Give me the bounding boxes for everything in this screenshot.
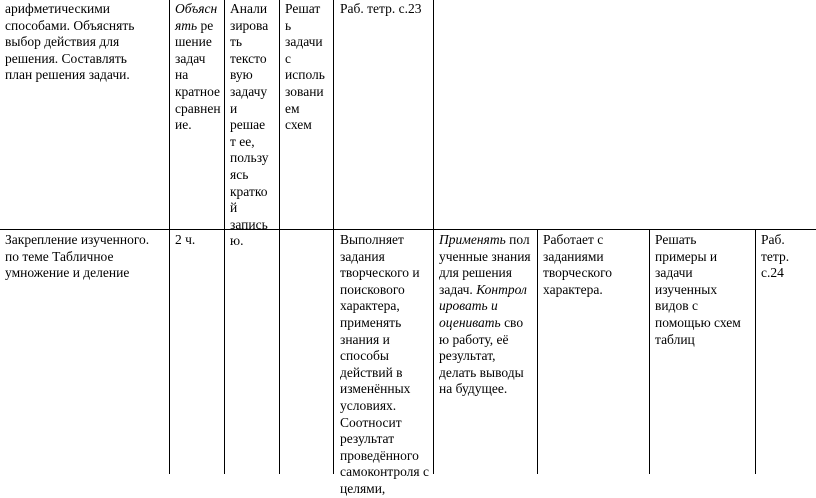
text-line: характера. bbox=[543, 281, 603, 297]
text-segment: задач bbox=[175, 50, 206, 66]
text-line: решения. Составлять bbox=[5, 50, 127, 66]
text-line: характера, bbox=[340, 298, 400, 314]
text-line: способами. Объяснять bbox=[5, 17, 135, 33]
text-line: Закрепление изученного. bbox=[5, 232, 150, 247]
text-line: таблиц bbox=[655, 331, 695, 347]
text-segment: на bbox=[175, 67, 189, 83]
row1-explain-cell bbox=[175, 1, 221, 134]
text-line bbox=[175, 34, 221, 51]
text-line: применять bbox=[340, 314, 402, 330]
text-line: и bbox=[230, 100, 238, 116]
text-segment: ю работу, её bbox=[439, 331, 509, 347]
text-line: результат bbox=[340, 431, 395, 447]
text-segment: задач. bbox=[439, 281, 477, 297]
row2-topic-cell bbox=[5, 232, 149, 282]
text-line: задания bbox=[340, 248, 385, 264]
text-line: т ее, bbox=[230, 133, 255, 149]
text-line: зирова bbox=[230, 17, 269, 33]
text-line: ясь bbox=[230, 166, 249, 182]
text-line bbox=[175, 18, 221, 35]
row-divider bbox=[0, 229, 816, 230]
text-line: изменённых bbox=[340, 381, 411, 397]
text-line bbox=[439, 265, 531, 282]
text-line: ь bbox=[285, 17, 292, 33]
text-line bbox=[439, 332, 531, 349]
text-line: по теме Табличное bbox=[5, 248, 114, 264]
text-line bbox=[175, 117, 221, 134]
column-divider bbox=[755, 229, 756, 474]
text-segment: кратное bbox=[175, 83, 220, 99]
column-divider bbox=[649, 229, 650, 474]
row2-workbook-cell bbox=[761, 232, 789, 282]
italic-text: Объясн bbox=[175, 1, 218, 16]
text-line: ю. bbox=[230, 233, 244, 249]
text-line: знания и bbox=[340, 331, 390, 347]
text-segment: ие. bbox=[175, 117, 192, 133]
text-segment: результат, bbox=[439, 348, 496, 364]
text-line: заданиями bbox=[543, 248, 604, 264]
column-divider bbox=[433, 229, 434, 474]
text-line: 2 ч. bbox=[175, 232, 196, 247]
column-divider bbox=[537, 229, 538, 474]
text-line bbox=[439, 249, 531, 266]
text-line: способы bbox=[340, 348, 389, 364]
text-line: задачи bbox=[285, 34, 323, 50]
column-divider bbox=[333, 229, 334, 474]
text-line: задачи bbox=[655, 265, 693, 281]
text-line: Работает с bbox=[543, 232, 604, 247]
text-line bbox=[175, 84, 221, 101]
text-line: ем bbox=[285, 100, 300, 116]
text-segment: пол bbox=[505, 232, 530, 247]
text-line bbox=[175, 1, 221, 18]
text-segment: сво bbox=[500, 314, 524, 330]
text-line: арифметическими bbox=[5, 1, 111, 16]
column-divider bbox=[224, 229, 225, 474]
text-line: кратко bbox=[230, 183, 268, 199]
text-line: Раб. тетр. с.23 bbox=[340, 1, 422, 16]
row2-skills-cell bbox=[439, 232, 531, 398]
text-line bbox=[175, 51, 221, 68]
column-divider bbox=[169, 229, 170, 474]
row1-workbook-cell bbox=[340, 1, 421, 18]
text-line bbox=[439, 348, 531, 365]
text-line: й bbox=[230, 200, 238, 216]
text-line: помощью схем bbox=[655, 314, 741, 330]
text-line: с.24 bbox=[761, 265, 784, 281]
text-line bbox=[175, 101, 221, 118]
text-segment: для решения bbox=[439, 265, 512, 281]
column-divider bbox=[433, 0, 434, 229]
text-line: выбор действия для bbox=[5, 34, 120, 50]
row1-activity-cell bbox=[5, 1, 134, 84]
text-line: условиях. bbox=[340, 397, 397, 413]
text-line: Соотносит bbox=[340, 414, 402, 430]
text-line: Выполняет bbox=[340, 232, 404, 247]
text-line: творческого и bbox=[340, 265, 420, 281]
text-line: Раб. bbox=[761, 232, 785, 247]
column-divider bbox=[333, 0, 334, 229]
text-line bbox=[175, 67, 221, 84]
italic-text: ировать и bbox=[439, 298, 498, 314]
text-line: тексто bbox=[230, 50, 267, 66]
text-line: действий в bbox=[340, 364, 403, 380]
text-line bbox=[439, 282, 531, 299]
text-line: самоконтроля с bbox=[340, 464, 429, 480]
text-segment: шение bbox=[175, 34, 212, 50]
text-segment: на будущее. bbox=[439, 381, 508, 397]
row2-activity-cell bbox=[340, 232, 429, 498]
text-line: вую bbox=[230, 67, 253, 83]
text-line bbox=[439, 232, 531, 249]
text-line: запись bbox=[230, 216, 268, 232]
column-divider bbox=[279, 229, 280, 474]
text-line: примеры и bbox=[655, 248, 718, 264]
italic-text: Контрол bbox=[476, 281, 527, 297]
text-line: поискового bbox=[340, 281, 405, 297]
text-line: зовани bbox=[285, 83, 324, 99]
text-segment: делать выводы bbox=[439, 364, 524, 380]
text-line: схем bbox=[285, 117, 312, 133]
row2-solve-cell bbox=[655, 232, 741, 348]
column-divider bbox=[224, 0, 225, 229]
italic-text: оценивать bbox=[439, 314, 501, 330]
text-line: видов с bbox=[655, 298, 698, 314]
text-line bbox=[439, 298, 531, 315]
text-line: изученных bbox=[655, 281, 718, 297]
text-line: творческого bbox=[543, 265, 613, 281]
column-divider bbox=[169, 0, 170, 229]
row2-hours-cell bbox=[175, 232, 195, 249]
text-segment: сравнен bbox=[175, 100, 221, 116]
text-line: ть bbox=[230, 34, 243, 50]
text-line: с bbox=[285, 50, 291, 66]
text-segment: ре bbox=[197, 17, 214, 33]
text-line: Анали bbox=[230, 1, 268, 16]
italic-text: Применять bbox=[439, 232, 506, 247]
row1-solve-cell bbox=[285, 1, 325, 134]
text-line bbox=[439, 381, 531, 398]
italic-text: ять bbox=[175, 17, 198, 33]
text-line: решае bbox=[230, 117, 266, 133]
column-divider bbox=[279, 0, 280, 229]
text-line: Решат bbox=[285, 1, 321, 16]
text-line: проведённого bbox=[340, 447, 419, 463]
text-line: задачу bbox=[230, 83, 268, 99]
text-line: Решать bbox=[655, 232, 697, 247]
row2-creative-cell bbox=[543, 232, 612, 298]
text-line bbox=[439, 365, 531, 382]
text-segment: ученные знания bbox=[439, 248, 531, 264]
text-line: целями, bbox=[340, 480, 386, 496]
text-line: тетр. bbox=[761, 248, 790, 264]
text-line bbox=[439, 315, 531, 332]
text-line: исполь bbox=[285, 67, 325, 83]
row1-analyze-cell bbox=[230, 1, 269, 250]
text-line: умножение и деление bbox=[5, 265, 130, 281]
text-line: пользу bbox=[230, 150, 269, 166]
text-line: план решения задачи. bbox=[5, 67, 130, 83]
